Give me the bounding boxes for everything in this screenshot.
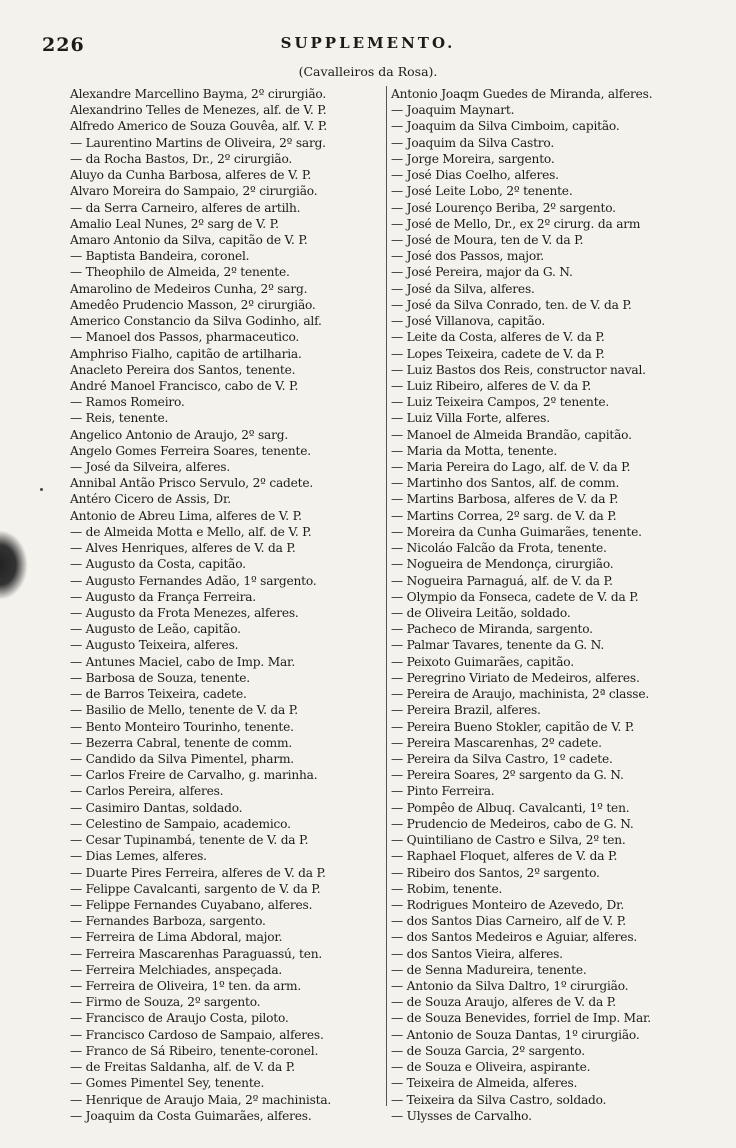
list-entry: André Manoel Francisco, cabo de V. P. (70, 378, 299, 393)
list-entry: — José Pereira, major da G. N. (391, 265, 573, 280)
list-entry: — Barbosa de Souza, tenente. (70, 670, 250, 685)
list-entry: — Rodrigues Monteiro de Azevedo, Dr. (391, 897, 625, 912)
list-entry: — Pereira Bueno Stokler, capitão de V. P. (391, 719, 635, 734)
list-entry: — de Almeida Motta e Mello, alf. de V. P. (70, 524, 312, 539)
list-entry: — Luiz Villa Forte, alferes. (391, 411, 550, 426)
list-entry: — Pereira da Silva Castro, 1º cadete. (391, 751, 613, 766)
page-subtitle: (Cavalleiros da Rosa). (298, 64, 438, 79)
list-entry: — Pereira de Araujo, machinista, 2ª classe. (391, 687, 650, 702)
list-entry: — Augusto Fernandes Adão, 1º sargento. (70, 573, 317, 588)
list-entry: — Olympio da Fonseca, cadete de V. da P. (391, 589, 639, 604)
list-entry: Anacleto Pereira dos Santos, tenente. (70, 362, 296, 377)
list-entry: — Pompêo de Albuq. Cavalcanti, 1º ten. (391, 800, 630, 815)
list-entry: — Leite da Costa, alferes de V. da P. (391, 330, 605, 345)
list-entry: — Carlos Pereira, alferes. (70, 784, 224, 799)
list-entry: — Candido da Silva Pimentel, pharm. (70, 751, 294, 766)
list-entry: — Joaquim da Costa Guimarães, alferes. (70, 1108, 312, 1123)
list-entry: — dos Santos Vieira, alferes. (391, 946, 563, 961)
list-entry: — Franco de Sá Ribeiro, tenente-coronel. (70, 1043, 319, 1058)
list-entry: — Antonio de Souza Dantas, 1º cirurgião. (391, 1027, 640, 1042)
list-entry: — Manoel dos Passos, pharmaceutico. (70, 330, 300, 345)
list-entry: — Casimiro Dantas, soldado. (70, 800, 243, 815)
left-column (70, 86, 386, 1123)
list-entry: — Maria da Motta, tenente. (391, 443, 558, 458)
list-entry: — Ferreira de Oliveira, 1º ten. da arm. (70, 979, 302, 994)
list-entry: — Martinho dos Santos, alf. de comm. (391, 476, 620, 491)
list-entry: — Ribeiro dos Santos, 2º sargento. (391, 865, 600, 880)
list-entry: Alexandrino Telles de Menezes, alf. de V. P. (70, 103, 327, 118)
list-entry: — Gomes Pimentel Sey, tenente. (70, 1076, 265, 1091)
list-entry: — dos Santos Medeiros e Aguiar, alferes. (391, 930, 638, 945)
list-entry: — Pacheco de Miranda, sargento. (391, 622, 593, 637)
list-entry: Amphriso Fialho, capitão de artilharia. (70, 346, 302, 361)
list-entry: — Francisco Cardoso de Sampaio, alferes. (70, 1027, 324, 1042)
list-entry: — Nogueira de Mendonça, cirurgião. (391, 557, 614, 572)
list-entry: — Augusto da Frota Menezes, alferes. (70, 606, 299, 620)
list-entry: — Augusto da Costa, capitão. (70, 557, 246, 572)
list-entry: — Dias Lemes, alferes. (70, 849, 207, 864)
list-entry: — Francisco de Araujo Costa, piloto. (70, 1011, 289, 1026)
two-column-list (70, 86, 702, 1123)
list-entry: Antonio de Abreu Lima, alferes de V. P. (70, 508, 302, 523)
list-entry: — Celestino de Sampaio, academico. (70, 816, 291, 831)
list-entry: — Martins Barbosa, alferes de V. da P. (391, 492, 619, 507)
list-entry: Annibal Antão Prisco Servulo, 2º cadete. (70, 476, 314, 491)
list-entry: — de Freitas Saldanha, alf. de V. da P. (70, 1060, 295, 1075)
list-entry: — Cesar Tupinambá, tenente de V. da P. (70, 833, 309, 848)
list-entry: Alvaro Moreira do Sampaio, 2º cirurgião. (70, 184, 318, 199)
list-entry: — Basilio de Mello, tenente de V. da P. (70, 703, 298, 718)
list-entry: — Peregrino Viriato de Medeiros, alferes. (391, 670, 640, 685)
list-entry: Aluyo da Cunha Barbosa, alferes de V. P. (70, 168, 312, 183)
list-entry: — da Serra Carneiro, alferes de artilh. (70, 200, 301, 215)
list-entry: — Teixeira da Silva Castro, soldado. (391, 1092, 607, 1107)
list-entry: — Prudencio de Medeiros, cabo de G. N. (391, 816, 634, 831)
list-entry: — Augusto de Leão, capitão. (70, 622, 241, 637)
list-entry: — Peixoto Guimarães, capitão. (391, 654, 574, 669)
list-entry: — Luiz Bastos dos Reis, constructor naval. (391, 362, 646, 377)
list-entry: — Nicoláo Falcão da Frota, tenente. (391, 541, 607, 556)
list-entry: — de Souza Garcia, 2º sargento. (391, 1043, 585, 1058)
list-entry: — José dos Passos, major. (391, 249, 544, 264)
list-entry: — Maria Pereira do Lago, alf. de V. da P. (391, 460, 631, 475)
list-entry: — Ramos Romeiro. (70, 395, 185, 410)
list-entry: — Fernandes Barboza, sargento. (70, 914, 266, 929)
list-entry: Amarolino de Medeiros Cunha, 2º sarg. (70, 281, 308, 296)
ink-speck (40, 488, 43, 491)
list-entry: — José de Mello, Dr., ex 2º cirurg. da arm (391, 216, 641, 231)
right-column (386, 86, 702, 1123)
list-entry: — Antunes Maciel, cabo de Imp. Mar. (70, 654, 295, 669)
list-entry: Americo Constancio da Silva Godinho, alf. (70, 314, 322, 329)
list-entry: — Felippe Fernandes Cuyabano, alferes. (70, 897, 313, 912)
page-title: SUPPLEMENTO. (280, 34, 456, 52)
list-entry: — Teixeira de Almeida, alferes. (391, 1076, 578, 1091)
ink-smudge (0, 530, 28, 600)
list-entry: Antonio Joaqm Guedes de Miranda, alferes. (391, 87, 653, 101)
list-entry: — Palmar Tavares, tenente da G. N. (391, 638, 604, 653)
list-entry: Alexandre Marcellino Bayma, 2º cirurgião. (70, 87, 327, 101)
list-entry: — Joaquim da Silva Castro. (391, 135, 555, 150)
list-entry: — de Souza Benevides, forriel de Imp. Mar. (391, 1011, 651, 1026)
list-entry: — Raphael Floquet, alferes de V. da P. (391, 849, 618, 864)
list-entry: — dos Santos Dias Carneiro, alf de V. P. (391, 914, 626, 929)
list-entry: — de Souza e Oliveira, aspirante. (391, 1060, 591, 1075)
list-entry: — Duarte Pires Ferreira, alferes de V. da P. (70, 865, 326, 880)
list-entry: — Baptista Bandeira, coronel. (70, 249, 250, 264)
page-number: 226 (42, 34, 85, 56)
list-entry: — de Senna Madureira, tenente. (391, 962, 587, 977)
list-entry: — José Leite Lobo, 2º tenente. (391, 184, 573, 199)
list-entry: — de Oliveira Leitão, soldado. (391, 606, 571, 620)
list-entry: — Lopes Teixeira, cadete de V. da P. (391, 346, 605, 361)
list-entry: — Joaquim Maynart. (391, 103, 515, 118)
list-entry: Angelico Antonio de Araujo, 2º sarg. (70, 427, 289, 442)
list-entry: — Pereira Mascarenhas, 2º cadete. (391, 735, 602, 750)
list-entry: — Jorge Moreira, sargento. (391, 151, 555, 166)
list-entry: — Nogueira Parnaguá, alf. de V. da P. (391, 573, 613, 588)
list-entry: — José da Silva Conrado, ten. de V. da P. (391, 297, 632, 312)
list-entry: — Reis, tenente. (70, 411, 169, 426)
list-entry: — Joaquim da Silva Cimboim, capitão. (391, 119, 620, 134)
list-entry: — Luiz Ribeiro, alferes de V. da P. (391, 378, 591, 393)
list-entry: — Felippe Cavalcanti, sargento de V. da P. (70, 881, 321, 896)
list-entry: — da Rocha Bastos, Dr., 2º cirurgião. (70, 151, 293, 166)
list-entry: — José da Silva, alferes. (391, 281, 535, 296)
list-entry: — Quintiliano de Castro e Silva, 2º ten. (391, 833, 626, 848)
list-entry: — José Lourenço Beriba, 2º sargento. (391, 200, 616, 215)
list-entry: — Antonio da Silva Daltro, 1º cirurgião. (391, 979, 629, 994)
list-entry: — Ferreira de Lima Abdoral, major. (70, 930, 283, 945)
list-entry: — Ferreira Mascarenhas Paraguassú, ten. (70, 946, 323, 961)
list-entry: — Pereira Brazil, alferes. (391, 703, 541, 718)
list-entry: — Pereira Soares, 2º sargento da G. N. (391, 768, 624, 783)
list-entry: Angelo Gomes Ferreira Soares, tenente. (70, 443, 311, 458)
list-entry: — Moreira da Cunha Guimarães, tenente. (391, 524, 642, 539)
list-entry: — José Dias Coelho, alferes. (391, 168, 559, 183)
list-entry: — Ferreira Melchiades, anspeçada. (70, 962, 283, 977)
list-entry: Amalio Leal Nunes, 2º sarg de V. P. (70, 216, 279, 231)
list-entry: — de Souza Araujo, alferes de V. da P. (391, 995, 616, 1010)
list-entry: — José Villanova, capitão. (391, 314, 546, 329)
list-entry: Antéro Cicero de Assis, Dr. (70, 492, 231, 507)
list-entry: — Augusto Teixeira, alferes. (70, 638, 239, 653)
list-entry: — José de Moura, ten de V. da P. (391, 232, 584, 247)
list-entry: — José da Silveira, alferes. (70, 460, 231, 475)
list-entry: — Laurentino Martins de Oliveira, 2º sarg. (70, 135, 326, 150)
list-entry: — Bento Monteiro Tourinho, tenente. (70, 719, 294, 734)
list-entry: — Carlos Freire de Carvalho, g. marinha. (70, 768, 318, 783)
list-entry: — Pinto Ferreira. (391, 784, 495, 799)
list-entry: — Ulysses de Carvalho. (391, 1108, 532, 1123)
list-entry: — Luiz Teixeira Campos, 2º tenente. (391, 395, 610, 410)
list-entry: — Martins Correa, 2º sarg. de V. da P. (391, 508, 617, 523)
list-entry: — Theophilo de Almeida, 2º tenente. (70, 265, 290, 280)
list-entry: — Robim, tenente. (391, 881, 503, 896)
list-entry: Amaro Antonio da Silva, capitão de V. P. (70, 232, 308, 247)
list-entry: — Manoel de Almeida Brandão, capitão. (391, 427, 632, 442)
list-entry: — Alves Henriques, alferes de V. da P. (70, 541, 296, 556)
list-entry: — Henrique de Araujo Maia, 2º machinista. (70, 1092, 332, 1107)
list-entry: Amedêo Prudencio Masson, 2º cirurgião. (70, 297, 316, 312)
list-entry: — Bezerra Cabral, tenente de comm. (70, 735, 293, 750)
list-entry: Alfredo Americo de Souza Gouvêa, alf. V. P. (70, 119, 328, 134)
list-entry: — Firmo de Souza, 2º sargento. (70, 995, 261, 1010)
list-entry: — Augusto da França Ferreira. (70, 589, 256, 604)
list-entry: — de Barros Teixeira, cadete. (70, 687, 247, 702)
